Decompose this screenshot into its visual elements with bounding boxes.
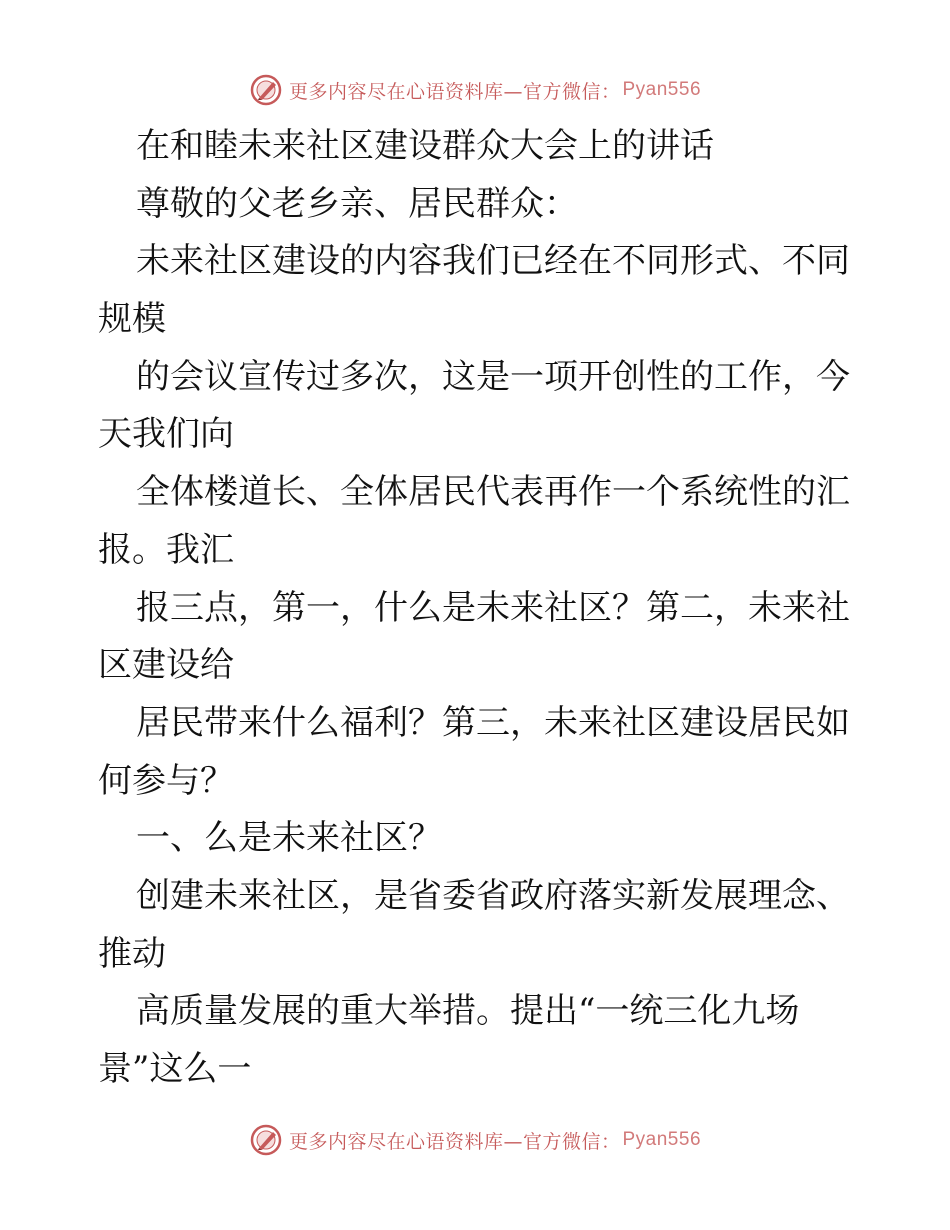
watermark-text: 更多内容尽在心语资料库—官方微信： — [288, 1130, 621, 1153]
text-line: 规模 — [98, 299, 166, 340]
speech-body — [98, 118, 858, 1099]
text-line: 推动 — [98, 933, 166, 974]
text-line: 天我们向 — [98, 414, 234, 455]
text-line: 报。我汇 — [98, 529, 234, 570]
text-line: 区建设给 — [98, 645, 234, 686]
watermark-handle: Pyan556 — [622, 79, 702, 100]
footer-watermark — [0, 1120, 950, 1160]
text-line: 高质量发展的重大举措。提出“一统三化九场 — [136, 991, 800, 1032]
text-line: 创建未来社区，是省委省政府落实新发展理念、 — [136, 875, 850, 916]
text-line: 报三点，第一，什么是未来社区？第二，未来社 — [136, 587, 850, 628]
text-line: 的会议宣传过多次，这是一项开创性的工作，今 — [136, 356, 850, 397]
speech-title: 在和睦未来社区建设群众大会上的讲话 — [136, 126, 714, 166]
text-line: 何参与？ — [98, 760, 234, 801]
salutation: 尊敬的父老乡亲、居民群众： — [136, 183, 578, 224]
text-line: 未来社区建设的内容我们已经在不同形式、不同 — [136, 241, 850, 282]
header-watermark — [0, 70, 950, 110]
watermark-handle: Pyan556 — [622, 1129, 702, 1150]
text-line: 居民带来什么福利？第三，未来社区建设居民如 — [136, 702, 850, 743]
seal-pen-logo-icon — [249, 1123, 283, 1157]
seal-pen-logo-icon — [249, 73, 283, 107]
text-line: 景”这么一 — [98, 1049, 252, 1089]
section-heading: 一、么是未来社区？ — [136, 818, 442, 859]
text-line: 全体楼道长、全体居民代表再作一个系统性的汇 — [136, 472, 850, 513]
watermark-text: 更多内容尽在心语资料库—官方微信： — [288, 80, 621, 103]
